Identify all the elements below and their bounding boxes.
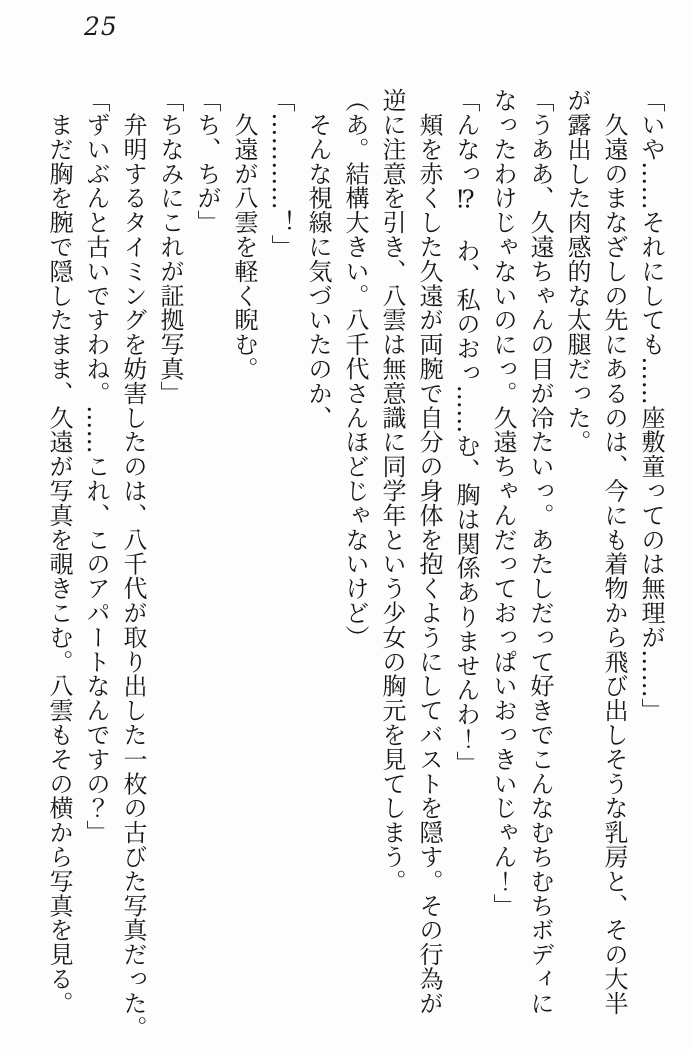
text-line: 「ちなみにこれが証拠写真」 <box>156 88 184 406</box>
text-line: が露出した肉感的な太腿だった。 <box>563 88 591 454</box>
text-line: そんな視線に気づいたのか、 <box>304 88 332 430</box>
text-line: 「んなっ⁉ わ、私のおっ……む、胸は関係ありませんわ！」 <box>452 88 480 776</box>
text-line: 逆に注意を引き、八雲は無意識に同学年という少女の胸元を見てしまう。 <box>378 88 406 894</box>
text-line: 「ずいぶんと古いですわね。……これ、このアパートなんですの？」 <box>82 88 110 845</box>
page-number: 25 <box>84 12 118 41</box>
text-line: 弁明するタイミングを妨害したのは、八千代が取り出した一枚の古びた写真だった。 <box>119 88 147 1040</box>
text-line: 久遠のまなざしの先にあるのは、今にも着物から飛び出しそうな乳房と、その大半 <box>600 88 628 1016</box>
text-line: 「いや……それにしても……座敷童ってのは無理が……」 <box>637 88 665 723</box>
text-line: （あ。結構大きい。八千代さんほどじゃないけど） <box>341 88 369 650</box>
text-line: 「…………！」 <box>267 88 295 259</box>
text-line: なったわけじゃないのにっ。久遠ちゃんだっておっぱいおっきいじゃん！」 <box>489 88 517 918</box>
text-line: 頬を赤くした久遠が両腕で自分の身体を抱くようにしてバストを隠す。その行為が <box>415 88 443 1016</box>
text-line: 「ち、ちが」 <box>193 88 221 235</box>
text-line: 久遠が八雲を軽く睨む。 <box>230 88 258 381</box>
text-line: 「うああ、久遠ちゃんの目が冷たいっ。あたしだって好きでこんなむちむちボディに <box>526 88 554 1016</box>
text-line: まだ胸を腕で隠したまま、久遠が写真を覗きこむ。八雲もその横から写真を見る。 <box>45 88 73 1016</box>
text-block <box>40 88 669 1040</box>
